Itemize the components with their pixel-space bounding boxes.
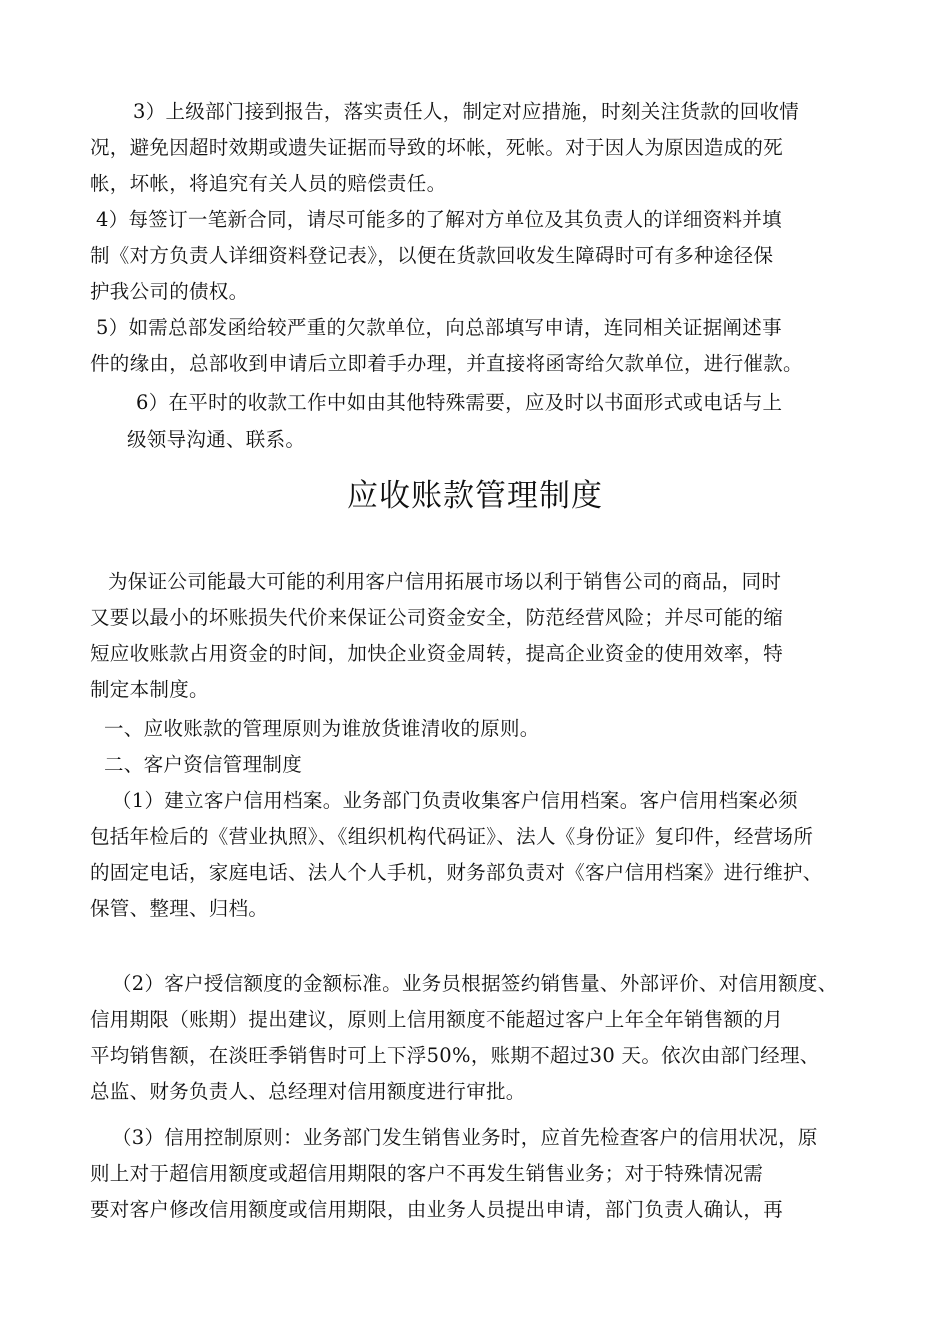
- paragraph-line: 制定本制度。: [90, 678, 209, 701]
- paragraph-line: 6）在平时的收款工作中如由其他特殊需要，应及时以书面形式或电话与上: [136, 391, 783, 414]
- section-heading: 二、客户资信管理制度: [104, 753, 303, 776]
- paragraph-line: 又要以最小的坏账损失代价来保证公司资金安全，防范经营风险；并尽可能的缩: [90, 606, 784, 629]
- paragraph-line: 级领导沟通、联系。: [127, 428, 306, 451]
- paragraph-line: 护我公司的债权。: [90, 280, 249, 303]
- paragraph-line: 5）如需总部发函给较严重的欠款单位，向总部填写申请，连同相关证据阐述事: [96, 316, 782, 339]
- document-title: 应收账款管理制度: [347, 478, 603, 514]
- section-heading: 一、应收账款的管理原则为谁放货谁清收的原则。: [104, 717, 540, 740]
- paragraph-line: 况，避免因超时效期或遗失证据而导致的坏帐，死帐。对于因人为原因造成的死: [90, 136, 784, 159]
- paragraph-line: 帐，坏帐，将追究有关人员的赔偿责任。: [90, 172, 447, 195]
- paragraph-line: 短应收账款占用资金的时间，加快企业资金周转，提高企业资金的使用效率，特: [90, 642, 784, 665]
- paragraph-line: （3）信用控制原则：业务部门发生销售业务时，应首先检查客户的信用状况，原: [112, 1126, 818, 1149]
- paragraph-line: 3）上级部门接到报告，落实责任人，制定对应措施，时刻关注货款的回收情: [133, 100, 800, 123]
- paragraph-line: （2）客户授信额度的金额标准。业务员根据签约销售量、外部评价、对信用额度、: [112, 972, 838, 995]
- paragraph-line: 制《对方负责人详细资料登记表》，以便在货款回收发生障碍时可有多种途径保: [90, 244, 774, 267]
- paragraph-line: 4）每签订一笔新合同，请尽可能多的了解对方单位及其负责人的详细资料并填: [96, 208, 782, 231]
- paragraph-line: 信用期限（账期）提出建议，原则上信用额度不能超过客户上年全年销售额的月: [90, 1008, 784, 1031]
- paragraph-line: 保管、整理、归档。: [90, 897, 269, 920]
- paragraph-line: 包括年检后的《营业执照》、《组织机构代码证》、法人《身份证》复印件，经营场所: [90, 825, 814, 848]
- paragraph-line: 平均销售额，在淡旺季销售时可上下浮50%，账期不超过30 天。依次由部门经理、: [90, 1044, 820, 1067]
- paragraph-line: 则上对于超信用额度或超信用期限的客户不再发生销售业务；对于特殊情况需: [90, 1162, 764, 1185]
- paragraph-line: （1）建立客户信用档案。业务部门负责收集客户信用档案。客户信用档案必须: [112, 789, 798, 812]
- paragraph-line: 总监、财务负责人、总经理对信用额度进行审批。: [90, 1080, 526, 1103]
- paragraph-line: 要对客户修改信用额度或信用期限，由业务人员提出申请，部门负责人确认，再: [90, 1198, 784, 1221]
- paragraph-line: 为保证公司能最大可能的利用客户信用拓展市场以利于销售公司的商品，同时: [108, 570, 782, 593]
- paragraph-line: 的固定电话，家庭电话、法人个人手机，财务部负责对《客户信用档案》进行维护、: [90, 861, 823, 884]
- paragraph-line: 件的缘由，总部收到申请后立即着手办理，并直接将函寄给欠款单位，进行催款。: [90, 352, 803, 375]
